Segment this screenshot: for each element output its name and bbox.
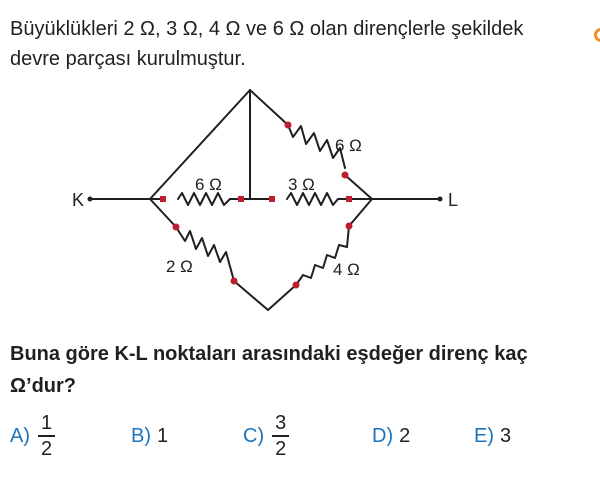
node-lower-right-a bbox=[293, 282, 300, 289]
choice-e-value: 3 bbox=[500, 424, 512, 447]
resistor-middle-left-label: 6 Ω bbox=[195, 175, 222, 194]
choice-d-value: 2 bbox=[399, 424, 411, 447]
choice-c-denominator: 2 bbox=[275, 438, 287, 460]
wire-bottom-right-a bbox=[268, 285, 296, 310]
wire-top-right-b bbox=[345, 175, 372, 199]
node-lower-right-b bbox=[346, 223, 353, 230]
choice-e-letter: E) bbox=[474, 424, 494, 447]
choice-a[interactable] bbox=[10, 406, 55, 466]
node-upper-right-a bbox=[285, 122, 292, 129]
terminal-k-label: K bbox=[72, 190, 85, 210]
wire-bottom-right-b bbox=[349, 199, 372, 226]
resistor-middle-right-zigzag bbox=[287, 193, 338, 205]
node-mid-right-b bbox=[346, 196, 352, 202]
resistor-upper-right-label: 6 Ω bbox=[335, 136, 362, 155]
choice-b-letter: B) bbox=[131, 424, 151, 447]
resistor-middle-right-label: 3 Ω bbox=[288, 175, 315, 194]
choice-c-fraction bbox=[272, 411, 289, 461]
terminal-l-label: L bbox=[448, 190, 459, 210]
node-mid-left-b bbox=[238, 196, 244, 202]
prompt-line-2: Ω’dur? bbox=[10, 375, 77, 397]
choice-a-denominator: 2 bbox=[41, 438, 53, 460]
choice-c[interactable] bbox=[243, 406, 289, 466]
choice-b[interactable] bbox=[131, 406, 168, 466]
resistor-lower-right-label: 4 Ω bbox=[333, 260, 360, 279]
node-lower-left-b bbox=[231, 278, 238, 285]
choice-c-letter: C) bbox=[243, 424, 265, 447]
choice-c-numerator: 3 bbox=[275, 412, 287, 434]
node-lower-left-a bbox=[173, 224, 180, 231]
prompt-line-1: Buna göre K-L noktaları arasındaki eşdeğer direnç kaç bbox=[10, 343, 528, 365]
wire-bottom-left-b bbox=[234, 281, 268, 310]
terminal-l-dot bbox=[438, 197, 443, 202]
terminal-k-dot bbox=[88, 197, 93, 202]
node-upper-right-b bbox=[342, 172, 349, 179]
wire-top-right-a bbox=[250, 90, 288, 125]
choice-e[interactable] bbox=[474, 406, 511, 466]
choice-d[interactable] bbox=[372, 406, 410, 466]
resistor-middle-left-zigzag bbox=[178, 193, 230, 205]
choice-a-letter: A) bbox=[10, 424, 30, 447]
choice-d-letter: D) bbox=[372, 424, 394, 447]
resistor-lower-left-label: 2 Ω bbox=[166, 257, 193, 276]
choice-a-numerator: 1 bbox=[41, 412, 53, 434]
choice-b-value: 1 bbox=[157, 424, 169, 447]
node-mid-right-a bbox=[269, 196, 275, 202]
question-line-2: devre parçası kurulmuştur. bbox=[10, 48, 246, 70]
answer-choices bbox=[0, 406, 600, 466]
wire-bottom-left-a bbox=[150, 199, 176, 227]
question-line-1: Büyüklükleri 2 Ω, 3 Ω, 4 Ω ve 6 Ω olan dirençlerle şekildek bbox=[10, 18, 524, 40]
question-prompt bbox=[10, 338, 600, 402]
choice-a-fraction bbox=[38, 411, 55, 461]
node-mid-left-a bbox=[160, 196, 166, 202]
